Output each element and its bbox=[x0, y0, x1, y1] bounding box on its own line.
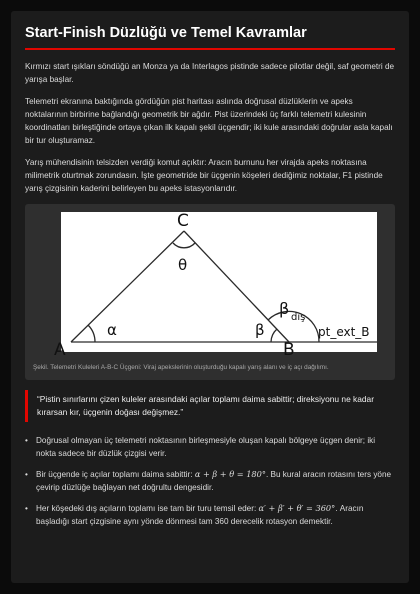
alpha-label: α bbox=[107, 321, 117, 339]
title-underline bbox=[25, 48, 395, 50]
beta-label: β bbox=[255, 321, 265, 339]
paragraph-telemetry: Telemetri ekranına baktığında gördüğün pist haritası aslında doğrusal düzlüklerin ve apeks noktalarının birbirine bağlandığı geometrik bir ağdır. Pist üzerindeki üç farklı telemetri kulesinin koordinatları birleştiğinde ortaya çıkan ilk kapalı şekil üçgendir; iki kule arasındaki doğrular asla kapalı bir tur oluşturamaz. bbox=[25, 97, 393, 145]
figure-caption: Şekil. Telemetri Kuleleri A-B-C Üçgeni: Viraj apekslerinin oluşturduğu kapalı yarış alanı ve iç açı dağılımı. bbox=[33, 364, 329, 371]
bullet-text-post: . Bu kural aracın rotasını ters yöne çevirip düzlüğe bağlayan net doğrultu dengesidir. bbox=[36, 470, 392, 492]
list-item bbox=[25, 434, 395, 460]
bullet-text: Doğrusal olmayan üç telemetri noktasının birleşmesiyle oluşan kapalı bölgeye üçgen denir; iki nokta sadece bir düzlük çizgisi verir. bbox=[36, 436, 376, 458]
interior-angle-formula: α + β + θ = 180° bbox=[194, 469, 266, 479]
paragraph-intro: Kırmızı start ışıkları söndüğü an Monza ya da Interlagos pistinde sadece pilotlar değil, saf geometri de yarışa başlar. bbox=[25, 62, 395, 84]
bullet-text-pre: Her köşedeki dış açıların toplamı ise tam bir turu temsil eder: bbox=[36, 504, 259, 513]
pull-quote: “Pistin sınırlarını çizen kuleler arasındaki açılar toplamı daima sabittir; direksiyonu ne kadar kırarsan kır, üçgenin doğası değişmez.” bbox=[25, 390, 392, 422]
triangle-diagram bbox=[25, 204, 395, 380]
beta-ext-subscript: dış bbox=[291, 312, 306, 323]
article-card bbox=[11, 11, 409, 583]
vertex-b-label: B bbox=[283, 340, 295, 360]
bullet-list bbox=[25, 434, 395, 528]
list-item bbox=[25, 468, 395, 494]
vertex-c-label: C bbox=[177, 211, 189, 231]
triangle-figure bbox=[25, 204, 395, 380]
theta-label: θ bbox=[178, 256, 188, 274]
list-item bbox=[25, 502, 395, 528]
bullet-text-pre: Bir üçgende iç açılar toplamı daima sabittir: bbox=[36, 470, 195, 479]
beta-ext-label: β bbox=[279, 299, 290, 318]
exterior-angle-formula: α′ + β′ + θ′ = 360° bbox=[258, 503, 336, 513]
bullet-text-post: . Aracın başladığı start çizgisine aynı yönde dönmesi tam 360 derecelik rotasyon demektir. bbox=[36, 504, 364, 526]
paragraph-engineer: Yarış mühendisinin telsizden verdiği komut açıktır: Aracın burnunu her virajda apeks noktasına milimetrik oturtmak zorundasın. İşte geometride bir üçgenin köşeleri dediğimiz noktalar, F1 pistinde yarış çizgisinin kaderini belirleyen bu apeks istasyonlarıdır. bbox=[25, 158, 383, 193]
page-title: Start-Finish Düzlüğü ve Temel Kavramlar bbox=[25, 25, 307, 41]
vertex-a-label: A bbox=[54, 340, 66, 360]
extension-line-label: pt_ext_B bbox=[318, 325, 370, 339]
